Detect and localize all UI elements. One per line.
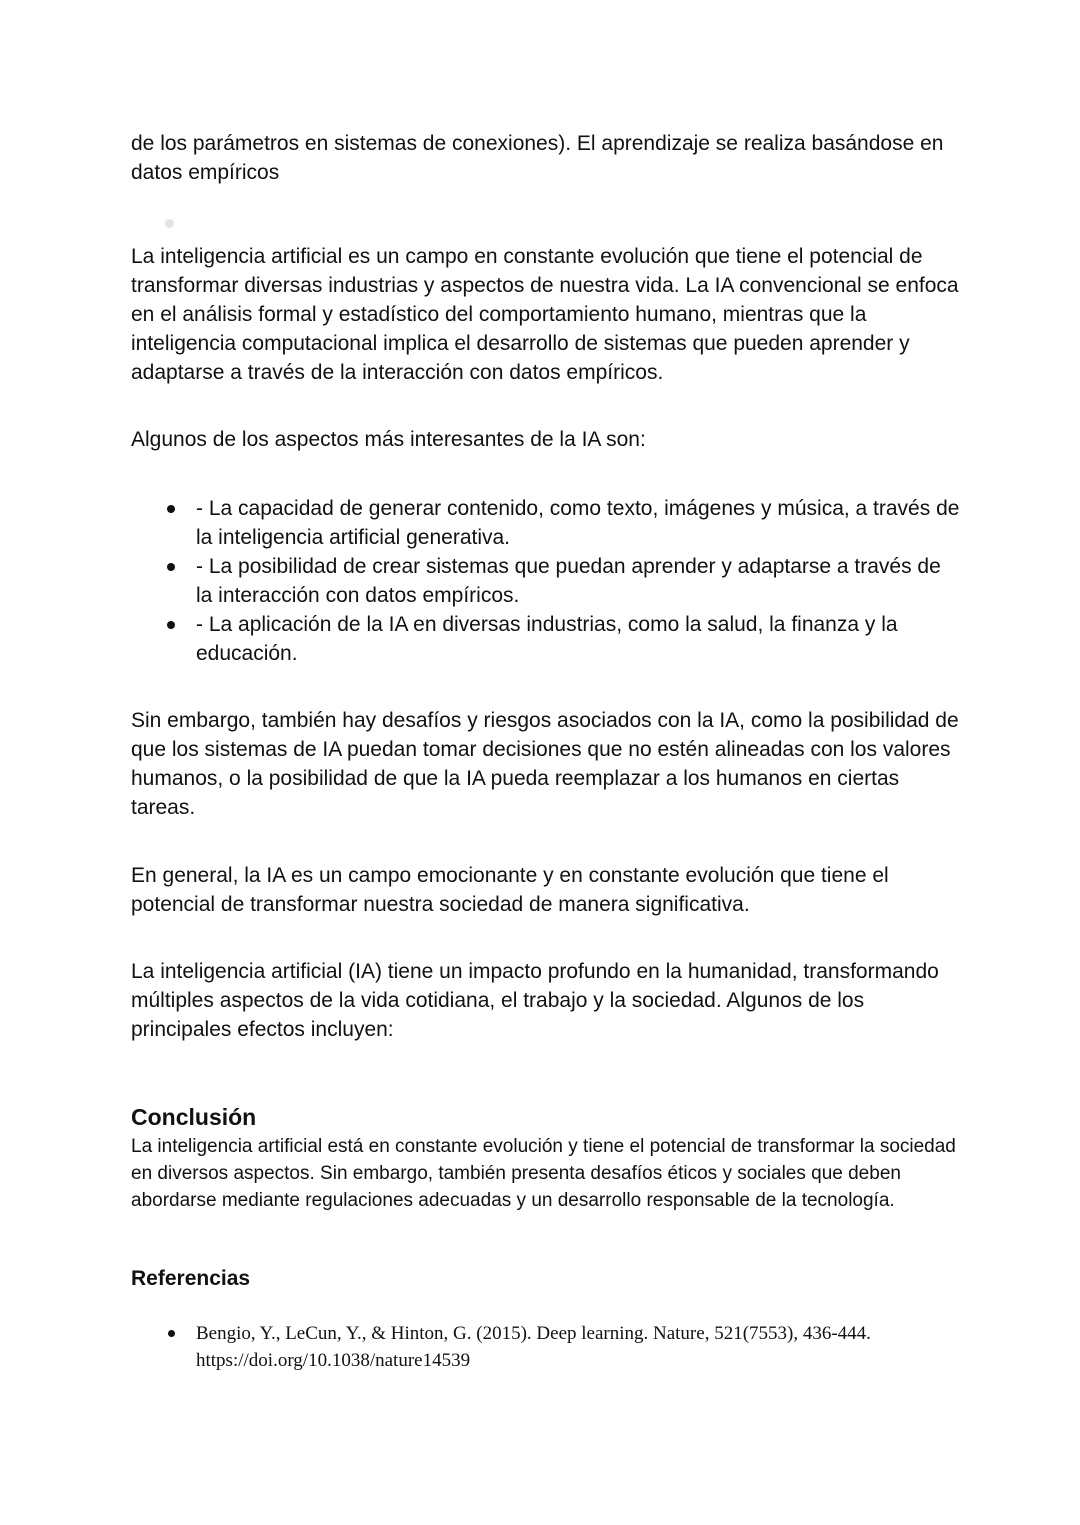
list-item: [131, 494, 961, 552]
conclusion-paragraph: La inteligencia artificial está en constante evolución y tiene el potencial de transformar la sociedad en diversos aspectos. Sin embargo, también presenta desafíos éticos y sociales que deben abordarse mediante regulaciones adecuadas y un desarrollo responsable de la tecnología.: [131, 1136, 956, 1211]
reference-citation: Bengio, Y., LeCun, Y., & Hinton, G. (2015). Deep learning. Nature, 521(7553), 436-444.: [196, 1323, 871, 1344]
paragraph-interesting-aspects: Algunos de los aspectos más interesantes de la IA son:: [131, 428, 646, 451]
reference-doi-link[interactable]: https://doi.org/10.1038/nature14539: [196, 1350, 471, 1371]
list-item-text: - La aplicación de la IA en diversas industrias, como la salud, la finanza y la educación.: [196, 613, 898, 665]
empty-bullet-icon: [165, 219, 174, 228]
conclusion-heading: Conclusión: [131, 1104, 257, 1130]
bullet-icon: [167, 621, 175, 629]
bullet-icon: [167, 505, 175, 513]
list-item: [131, 610, 961, 668]
list-item: [131, 552, 961, 610]
paragraph-challenges: Sin embargo, también hay desafíos y riesgos asociados con la IA, como la posibilidad de que los sistemas de IA puedan tomar decisiones que no estén alineadas con los valores humanos, o la posibilidad de que la IA pueda reemplazar a los humanos en ciertas tareas.: [131, 709, 959, 819]
bullet-icon: [167, 563, 175, 571]
list-item-text: - La capacidad de generar contenido, como texto, imágenes y música, a través de la inteligencia artificial generativa.: [196, 497, 960, 549]
references-list: [131, 1320, 961, 1374]
paragraph-ai-evolution: La inteligencia artificial es un campo en constante evolución que tiene el potencial de transformar diversas industrias y aspectos de nuestra vida. La IA convencional se enfoca en el análisis formal y estadístico del comportamiento humano, mientras que la inteligencia computacional implica el desarrollo de sistemas que pueden aprender y adaptarse a través de la interacción con datos empíricos.: [131, 245, 959, 384]
bullet-icon: [168, 1330, 175, 1337]
intro-continuation-paragraph: de los parámetros en sistemas de conexiones). El aprendizaje se realiza basándose en datos empíricos: [131, 132, 944, 184]
reference-item: [131, 1320, 961, 1374]
list-item-text: - La posibilidad de crear sistemas que puedan aprender y adaptarse a través de la interacción con datos empíricos.: [196, 555, 941, 607]
paragraph-impact: La inteligencia artificial (IA) tiene un impacto profundo en la humanidad, transformando múltiples aspectos de la vida cotidiana, el trabajo y la sociedad. Algunos de los principales efectos incluyen:: [131, 960, 939, 1041]
paragraph-in-general: En general, la IA es un campo emocionante y en constante evolución que tiene el potencial de transformar nuestra sociedad de manera significativa.: [131, 864, 889, 916]
references-heading: Referencias: [131, 1267, 251, 1290]
aspects-bullet-list: [131, 494, 961, 668]
